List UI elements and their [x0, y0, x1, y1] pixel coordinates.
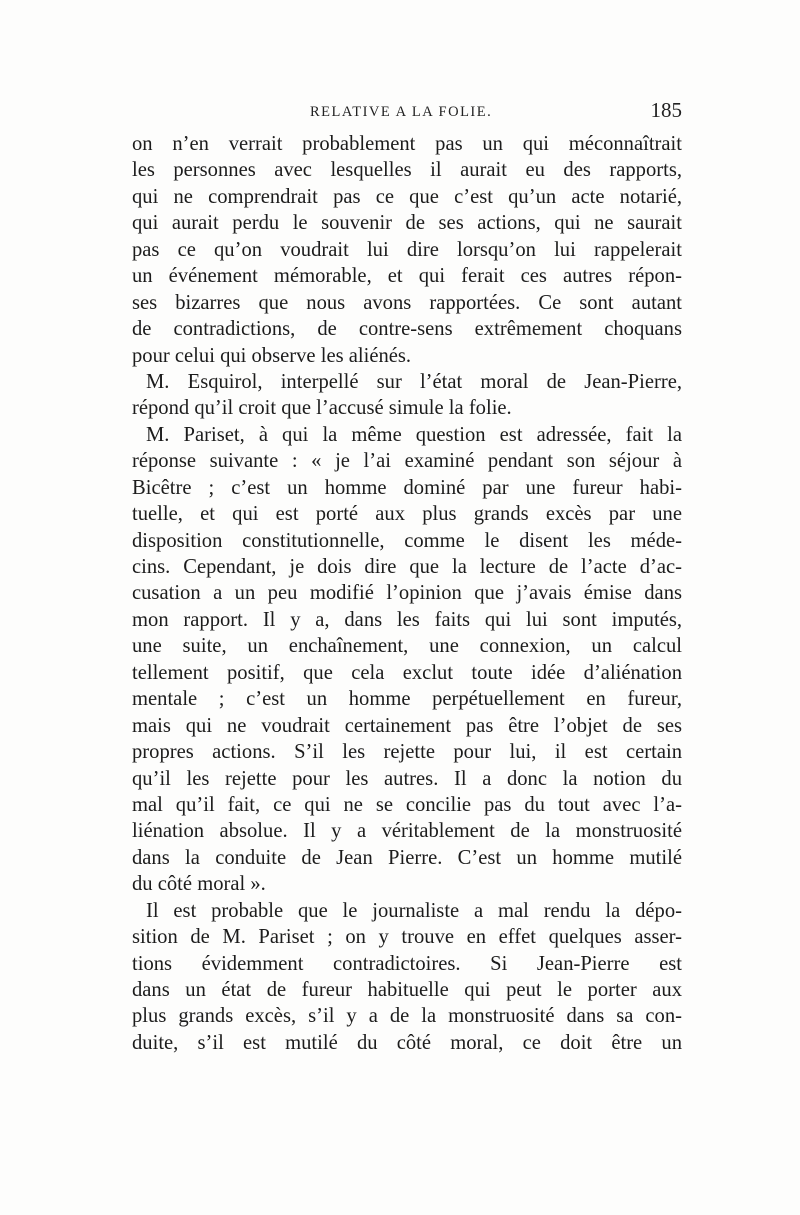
text-line: Il est probable que le journaliste a mal rendu la dépo- — [146, 899, 682, 922]
text-line: liénation absolue. Il y a véritablement de la monstruosité — [132, 820, 682, 843]
text-line: tellement positif, que cela exclut toute idée d’aliénation — [132, 661, 682, 684]
text-line: propres actions. S’il les rejette pour lui, il est certain — [132, 741, 682, 764]
text-line: duite, s’il est mutilé du côté moral, ce doit être un — [132, 1031, 682, 1054]
body-text — [132, 131, 682, 1056]
text-line: tions évidemment contradictoires. Si Jean-Pierre est — [132, 952, 682, 975]
text-line: cusation a un peu modifié l’opinion que j’avais émise dans — [132, 582, 682, 605]
text-line: plus grands excès, s’il y a de la monstruosité dans sa con- — [132, 1005, 682, 1028]
text-line: M. Esquirol, interpellé sur l’état moral de Jean-Pierre, — [146, 370, 682, 393]
text-line: réponse suivante : « je l’ai examiné pendant son séjour à — [132, 450, 682, 473]
text-line: ses bizarres que nous avons rapportées. Ce sont autant — [132, 291, 682, 314]
text-line: du côté moral ». — [132, 873, 266, 896]
text-line: sition de M. Pariset ; on y trouve en effet quelques asser- — [132, 926, 682, 949]
text-line: une suite, un enchaînement, une connexion, un calcul — [132, 635, 682, 658]
text-line: dans la conduite de Jean Pierre. C’est un homme mutilé — [132, 846, 682, 869]
text-line: tuelle, et qui est porté aux plus grands excès par une — [132, 503, 682, 526]
text-line: de contradictions, de contre-sens extrêmement choquans — [132, 318, 682, 341]
text-line: M. Pariset, à qui la même question est adressée, fait la — [146, 423, 682, 446]
text-line: Bicêtre ; c’est un homme dominé par une fureur habi- — [132, 476, 682, 499]
text-line: les personnes avec lesquelles il aurait eu des rapports, — [132, 159, 682, 182]
text-line: qui ne comprendrait pas ce que c’est qu’un acte notarié, — [132, 185, 682, 208]
text-line: qu’il les rejette pour les autres. Il a donc la notion du — [132, 767, 682, 790]
text-line: disposition constitutionnelle, comme le disent les méde- — [132, 529, 682, 552]
text-line: répond qu’il croit que l’accusé simule la folie. — [132, 397, 512, 420]
page-header — [132, 98, 682, 128]
text-line: un événement mémorable, et qui ferait ces autres répon- — [132, 265, 682, 288]
text-line: mal qu’il fait, ce qui ne se concilie pas du tout avec l’a- — [132, 793, 682, 816]
text-line: dans un état de fureur habituelle qui peut le porter aux — [132, 979, 682, 1001]
text-line: cins. Cependant, je dois dire que la lecture de l’acte d’ac- — [132, 556, 682, 578]
text-line: mentale ; c’est un homme perpétuellement en fureur, — [132, 688, 682, 711]
page-number: 185 — [650, 98, 682, 122]
text-line: pour celui qui observe les aliénés. — [132, 344, 412, 367]
text-line: qui aurait perdu le souvenir de ses actions, qui ne saurait — [132, 212, 682, 235]
running-title: RELATIVE A LA FOLIE. — [310, 104, 493, 120]
text-line: pas ce qu’on voudrait lui dire lorsqu’on lui rappelerait — [132, 238, 682, 261]
text-line: on n’en verrait probablement pas un qui méconnaîtrait — [132, 133, 682, 155]
text-line: mais qui ne voudrait certainement pas être l’objet de ses — [132, 714, 682, 737]
text-line: mon rapport. Il y a, dans les faits qui lui sont imputés, — [132, 608, 682, 631]
